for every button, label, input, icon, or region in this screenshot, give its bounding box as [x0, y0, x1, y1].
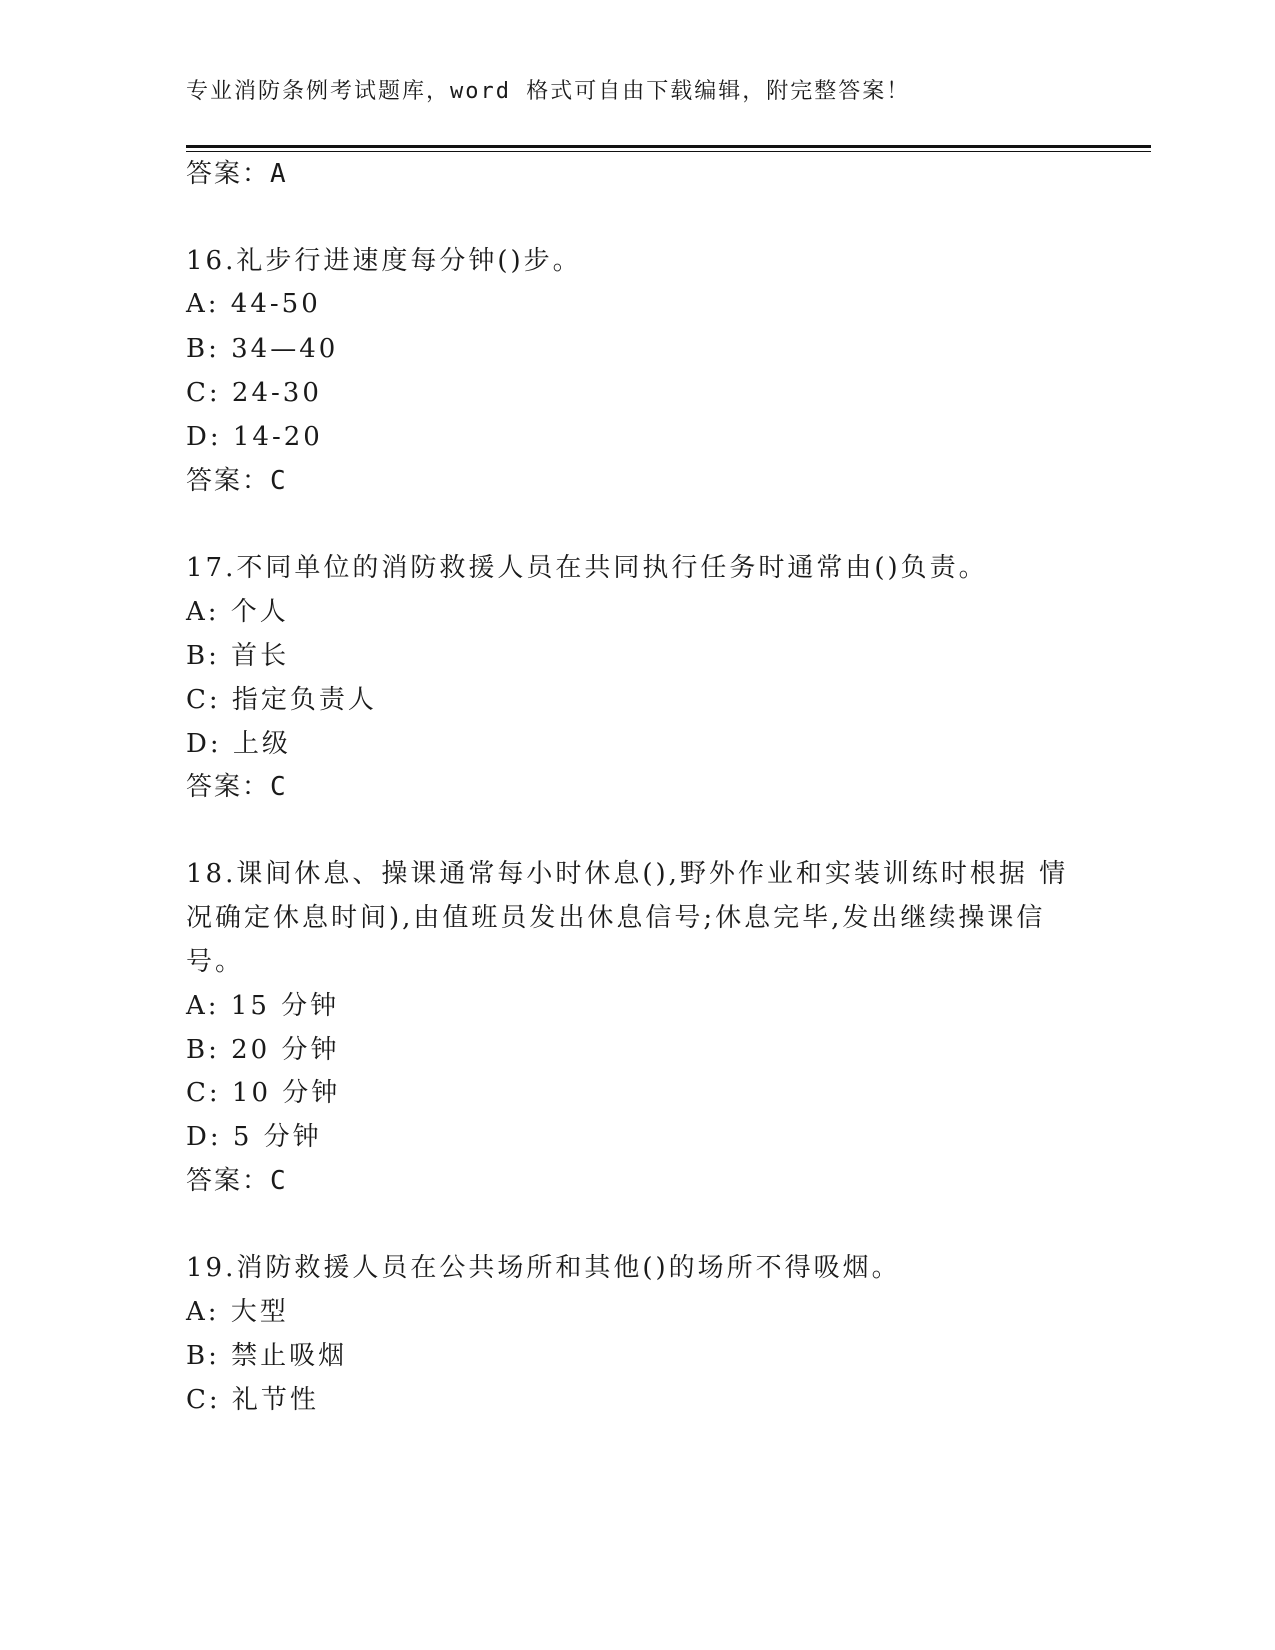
question-16-option-c: C: 24-30	[186, 378, 322, 408]
header-rule-thick	[186, 145, 1151, 148]
question-16-answer: 答案：C	[186, 466, 288, 496]
question-17-option-c: C: 指定负责人	[186, 685, 377, 715]
question-17-option-b: B: 首长	[186, 641, 290, 671]
question-18-option-d: D: 5 分钟	[186, 1122, 322, 1152]
header-rule-thin	[186, 151, 1151, 152]
question-19-option-b: B: 禁止吸烟	[186, 1341, 348, 1371]
question-18-answer: 答案：C	[186, 1166, 288, 1196]
question-18-stem-line-1: 18.课间休息、操课通常每小时休息(),野外作业和实装训练时根据 情	[186, 859, 1069, 889]
question-18-stem-line-3: 号。	[186, 947, 245, 977]
question-16-option-a: A: 44-50	[186, 289, 321, 319]
question-18-stem-line-2: 况确定休息时间),由值班员发出休息信号;休息完毕,发出继续操课信	[186, 903, 1046, 933]
question-18-option-a: A: 15 分钟	[186, 991, 340, 1021]
question-16-stem: 16.礼步行进速度每分钟()步。	[186, 246, 582, 276]
question-19-stem: 19.消防救援人员在公共场所和其他()的场所不得吸烟。	[186, 1253, 901, 1283]
page-header: 专业消防条例考试题库，word 格式可自由下载编辑，附完整答案！	[186, 79, 911, 104]
question-16-option-b: B: 34—40	[186, 334, 339, 364]
previous-answer: 答案：A	[186, 159, 288, 189]
question-18-option-b: B: 20 分钟	[186, 1035, 340, 1065]
question-16-option-d: D: 14-20	[186, 422, 323, 452]
question-17-option-a: A: 个人	[186, 597, 289, 627]
question-18-option-c: C: 10 分钟	[186, 1078, 341, 1108]
question-17-answer: 答案：C	[186, 772, 288, 802]
question-17-option-d: D: 上级	[186, 729, 291, 759]
question-19-option-c: C: 礼节性	[186, 1385, 319, 1415]
question-19-option-a: A: 大型	[186, 1297, 289, 1327]
question-17-stem: 17.不同单位的消防救援人员在共同执行任务时通常由()负责。	[186, 553, 988, 583]
